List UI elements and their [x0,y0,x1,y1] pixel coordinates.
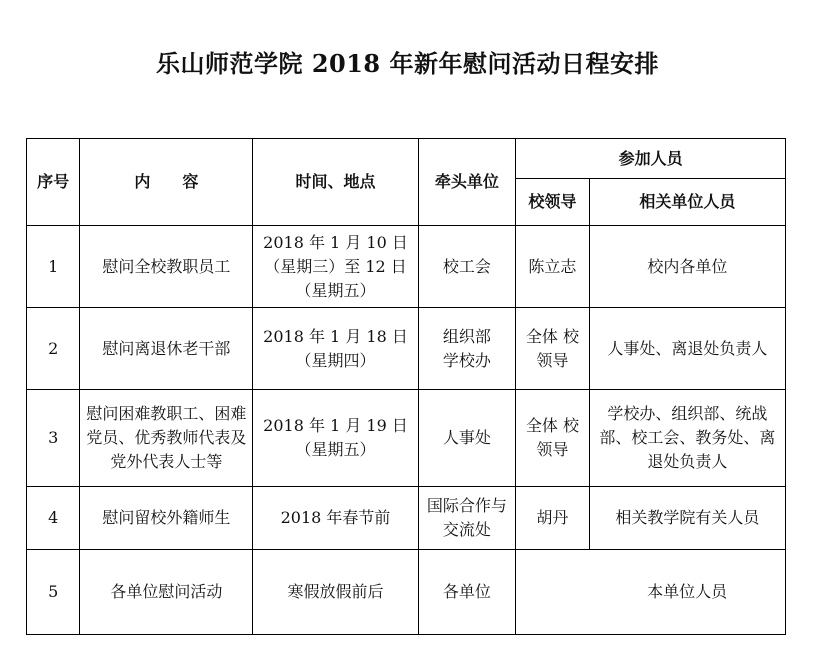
cell-seq: 4 [27,487,80,550]
cell-time: 寒假放假前后 [253,550,418,635]
cell-lead-unit: 各单位 [418,550,516,635]
cell-school-leaders: 陈立志 [516,226,589,308]
header-seq: 序号 [27,139,80,226]
header-row [27,139,786,179]
cell-content: 慰问困难教职工、困难党员、优秀教师代表及党外代表人士等 [80,390,253,487]
cell-lead-unit: 人事处 [418,390,516,487]
cell-school-leaders: 胡丹 [516,487,589,550]
cell-time: 2018 年 1 月 19 日（星期五） [253,390,418,487]
header-related-units: 相关单位人员 [589,179,785,226]
cell-seq: 5 [27,550,80,635]
cell-school-leaders [516,550,589,635]
cell-time: 2018 年春节前 [253,487,418,550]
cell-school-leaders: 全体 校领导 [516,390,589,487]
cell-related-units: 人事处、离退处负责人 [589,308,785,390]
cell-seq: 2 [27,308,80,390]
cell-content: 慰问留校外籍师生 [80,487,253,550]
table-row [27,550,786,635]
schedule-table [26,138,786,635]
cell-seq: 1 [27,226,80,308]
cell-time: 2018 年 1 月 18 日（星期四） [253,308,418,390]
header-lead-unit: 牵头单位 [418,139,516,226]
table-row [27,390,786,487]
cell-lead-unit: 校工会 [418,226,516,308]
header-school-leaders: 校领导 [516,179,589,226]
cell-seq: 3 [27,390,80,487]
cell-related-units: 校内各单位 [589,226,785,308]
header-content: 内 容 [80,139,253,226]
cell-related-units: 本单位人员 [589,550,785,635]
table-row [27,487,786,550]
table-row [27,308,786,390]
cell-related-units: 学校办、组织部、统战部、校工会、教务处、离退处负责人 [589,390,785,487]
header-participants: 参加人员 [516,139,786,179]
cell-content: 各单位慰问活动 [80,550,253,635]
cell-content: 慰问离退休老干部 [80,308,253,390]
cell-content: 慰问全校教职员工 [80,226,253,308]
table-row [27,226,786,308]
cell-school-leaders: 全体 校领导 [516,308,589,390]
page-title: 乐山师范学院 2018 年新年慰问活动日程安排 [155,49,659,78]
header-time-place: 时间、地点 [253,139,418,226]
cell-lead-unit: 国际合作与交流处 [418,487,516,550]
cell-related-units: 相关教学院有关人员 [589,487,785,550]
cell-time: 2018 年 1 月 10 日（星期三）至 12 日（星期五） [253,226,418,308]
cell-lead-unit: 组织部 学校办 [418,308,516,390]
